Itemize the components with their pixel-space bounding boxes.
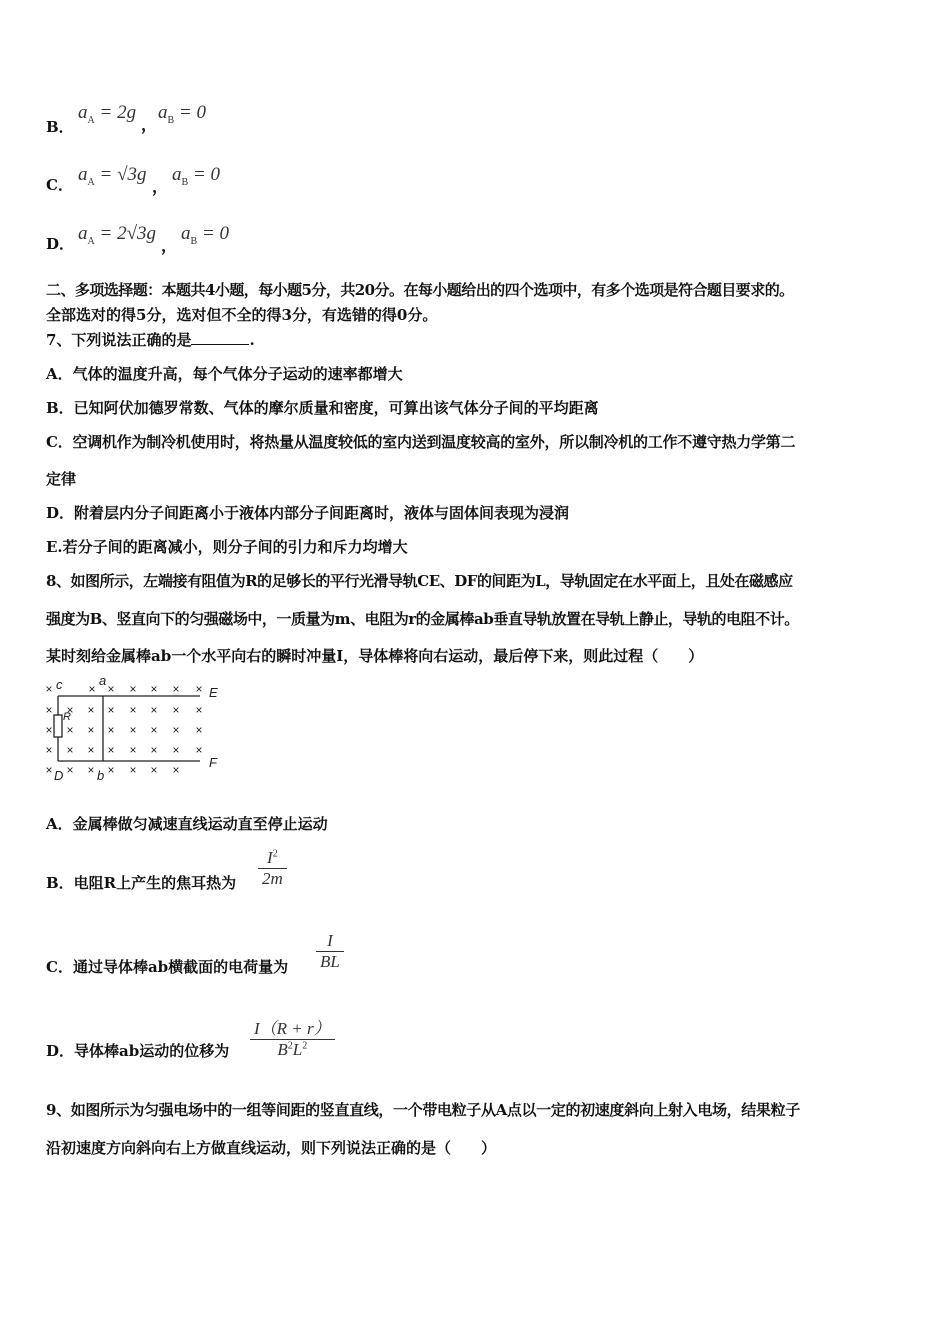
q8-option-d-fraction: $\frac{I(R + r)}{B^2L^2}$ — [250, 1014, 335, 1060]
option-c-label: C． — [46, 176, 73, 194]
svg-text:×: × — [45, 703, 53, 717]
svg-text:×: × — [88, 682, 96, 696]
svg-text:×: × — [87, 723, 95, 737]
label-d: D — [54, 768, 64, 783]
q8-option-a: A．金属棒做匀减速直线运动直至停止运动 — [46, 815, 328, 833]
svg-text:×: × — [107, 703, 115, 717]
svg-text:×: × — [87, 743, 95, 757]
q8-option-d-denominator: $B^2L^2$ — [250, 1039, 335, 1060]
option-d-formula-ab: $a_B = 0$ — [181, 223, 229, 247]
option-d-label: D． — [46, 235, 75, 253]
svg-text:×: × — [66, 723, 74, 737]
q7-option-a: A．气体的温度升高，每个气体分子运动的速率都增大 — [46, 365, 403, 383]
q7-option-c: C．空调机作为制冷机使用时，将热量从温度较低的室内送到温度较高的室外，所以制冷机的工作不遵守热力学第二 — [46, 433, 796, 451]
section2-heading-line2: 全部选对的得5分，选对但不全的得3分，有选错的得0分。 — [46, 306, 438, 324]
svg-text:×: × — [107, 763, 115, 777]
label-f: F — [209, 755, 217, 770]
q7-option-d: D．附着层内分子间距离小于液体内部分子间距离时，液体与固体间表现为浸润 — [46, 504, 570, 522]
q9-stem-line1: 9、如图所示为匀强电场中的一组等间距的竖直直线，一个带电粒子从A点以一定的初速度斜向上射入电场，结果粒子 — [46, 1101, 800, 1119]
q7-option-b: B．已知阿伏加德罗常数、气体的摩尔质量和密度，可算出该气体分子间的平均距离 — [46, 399, 599, 417]
svg-text:×: × — [107, 743, 115, 757]
q8-stem-line1: 8、如图所示，左端接有阻值为R的足够长的平行光滑导轨CE、DF的间距为L，导轨固定在水平面上，且处在磁感应 — [46, 572, 793, 590]
q8-stem-line2: 强度为B、竖直向下的匀强磁场中，一质量为m、电阻为r的金属棒ab垂直导轨放置在导轨上静止，导轨的电阻不计。 — [46, 610, 799, 628]
svg-text:×: × — [150, 723, 158, 737]
svg-text:×: × — [129, 682, 137, 696]
svg-text:×: × — [45, 743, 53, 757]
label-r: R — [63, 711, 71, 723]
svg-text:×: × — [172, 763, 180, 777]
svg-text:×: × — [172, 743, 180, 757]
svg-text:×: × — [195, 723, 203, 737]
label-c: c — [56, 677, 63, 692]
q7-option-c-cont: 定律 — [46, 470, 77, 488]
svg-text:×: × — [150, 682, 158, 696]
svg-text:×: × — [129, 763, 137, 777]
resistor — [54, 715, 62, 737]
q8-circuit-figure — [40, 672, 230, 787]
q7-option-e: E.若分子间的距离减小，则分子间的引力和斥力均增大 — [46, 538, 408, 556]
svg-text:×: × — [172, 682, 180, 696]
svg-text:×: × — [66, 763, 74, 777]
svg-text:×: × — [150, 763, 158, 777]
svg-text:×: × — [129, 703, 137, 717]
svg-text:×: × — [150, 743, 158, 757]
label-a: a — [99, 673, 107, 688]
option-b-formula-ab: $a_B = 0$ — [158, 102, 206, 126]
label-e: E — [209, 685, 218, 700]
svg-text:×: × — [150, 703, 158, 717]
svg-text:×: × — [172, 723, 180, 737]
q8-stem-line3: 某时刻给金属棒ab一个水平向右的瞬时冲量I，导体棒将向右运动，最后停下来，则此过程（ ） — [46, 647, 704, 665]
q8-option-b: B．电阻R上产生的焦耳热为 — [46, 874, 237, 892]
q8-option-c-fraction: $\frac{I}{BL}$ — [316, 931, 344, 972]
svg-text:×: × — [195, 743, 203, 757]
q9-stem-line2: 沿初速度方向斜向右上方做直线运动，则下列说法正确的是（ ） — [46, 1139, 497, 1157]
svg-text:×: × — [172, 703, 180, 717]
option-c-formula-aa: $a_A = √3g$ — [78, 164, 147, 188]
option-b-formula-aa: $a_A = 2g$ — [78, 102, 137, 126]
answer-blank — [191, 330, 249, 345]
q8-option-d: D．导体棒ab运动的位移为 — [46, 1042, 230, 1060]
svg-text:×: × — [45, 763, 53, 777]
option-b-label: B． — [46, 118, 74, 136]
option-c-formula-ab: $a_B = 0$ — [172, 164, 220, 188]
option-d-formula-aa: $a_A = 2√3g$ — [78, 223, 156, 247]
q7-stem: 7、下列说法正确的是 . — [46, 331, 255, 349]
label-b: b — [97, 768, 105, 783]
svg-text:×: × — [107, 723, 115, 737]
svg-text:×: × — [107, 682, 115, 696]
svg-text:×: × — [129, 723, 137, 737]
svg-text:×: × — [45, 723, 53, 737]
svg-text:×: × — [45, 682, 53, 696]
svg-text:×: × — [87, 703, 95, 717]
section2-heading-line1: 二、多项选择题：本题共4小题，每小题5分，共20分。在每小题给出的四个选项中，有多个选项是符合题目要求的。 — [46, 281, 794, 299]
svg-text:×: × — [195, 703, 203, 717]
svg-text:×: × — [129, 743, 137, 757]
q8-option-c: C．通过导体棒ab横截面的电荷量为 — [46, 958, 289, 976]
svg-text:×: × — [66, 743, 74, 757]
svg-text:×: × — [195, 682, 203, 696]
svg-text:×: × — [66, 703, 74, 717]
svg-text:×: × — [87, 763, 95, 777]
q8-option-b-fraction: $\frac{I^2}{2m}$ — [258, 848, 287, 889]
